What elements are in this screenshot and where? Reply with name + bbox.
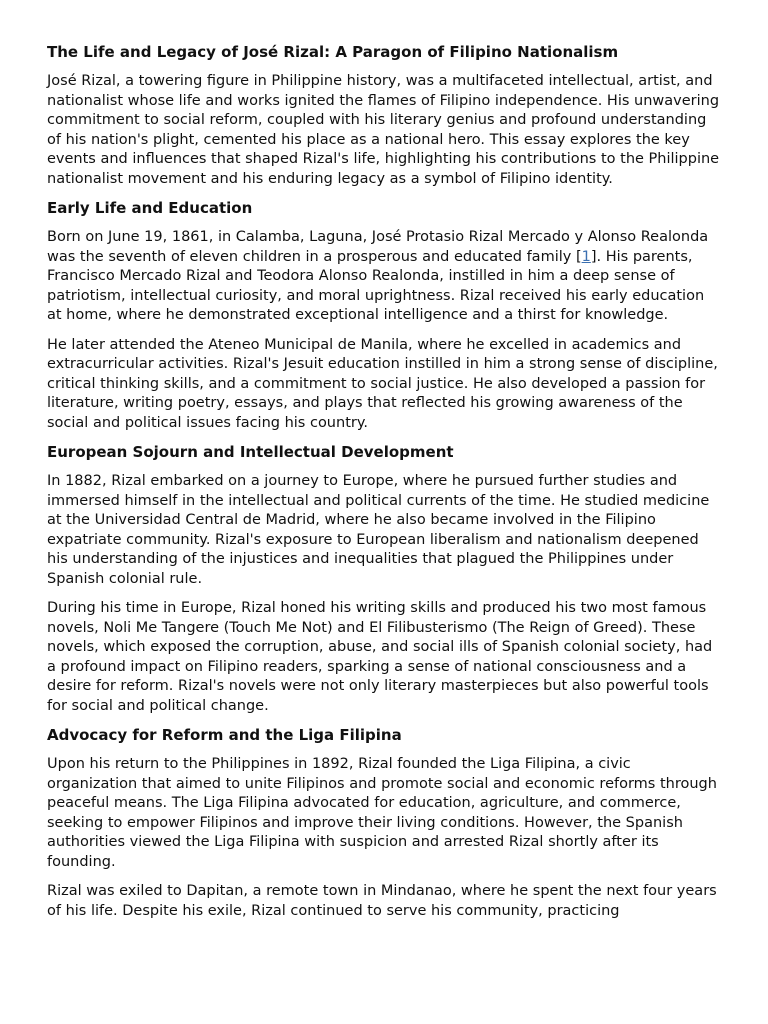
paragraph-text: ]. His parents, Francisco Mercado Rizal and Teodora Alonso Realonda, instilled in him a deep sense of patriotism, intellectual curiosity, and moral uprightness. Rizal received his early education at home, where he demonstrated exceptional intelligence and a thirst for knowledge.	[47, 248, 705, 323]
section-heading-advocacy: Advocacy for Reform and the Liga Filipina	[47, 726, 402, 744]
early-life-paragraph-2: He later attended the Ateneo Municipal de Manila, where he excelled in academics and extracurricular activities. Rizal's Jesuit education instilled in him a strong sense of discipline, critical thinking skills, and a commitment to social justice. He also developed a passion for literature, writing poetry, essays, and plays that reflected his growing awareness of the social and political issues facing his country.	[47, 336, 718, 431]
advocacy-paragraph-2: Rizal was exiled to Dapitan, a remote town in Mindanao, where he spent the next four years of his life. Despite his exile, Rizal continued to serve his community, practicing	[47, 883, 717, 919]
paragraph-text: Born on June 19, 1861, in Calamba, Laguna, José Protasio Rizal Mercado y Alonso Realonda was the seventh of eleven children in a prosperous and educated family [	[47, 229, 709, 265]
early-life-paragraph-1	[47, 228, 723, 326]
citation-link[interactable]: 1	[581, 248, 591, 265]
document-page	[47, 43, 723, 931]
section-heading-early-life: Early Life and Education	[47, 199, 253, 217]
intro-paragraph: José Rizal, a towering figure in Philippine history, was a multifaceted intellectual, artist, and nationalist whose life and works ignited the flames of Filipino independence. His unwavering commitment to social reform, coupled with his literary genius and profound understanding of his nation's plight, cemented his place as a national hero. This essay explores the key events and influences that shaped Rizal's life, highlighting his contributions to the Philippine nationalist movement and his enduring legacy as a symbol of Filipino identity.	[47, 73, 720, 187]
document-title: The Life and Legacy of José Rizal: A Paragon of Filipino Nationalism	[47, 43, 619, 61]
european-sojourn-paragraph-2: During his time in Europe, Rizal honed his writing skills and produced his two most famous novels, Noli Me Tangere (Touch Me Not) and El Filibusterismo (The Reign of Greed). These novels, which exposed the corruption, abuse, and social ills of Spanish colonial society, had a profound impact on Filipino readers, sparking a sense of national consciousness and a desire for reform. Rizal's novels were not only literary masterpieces but also powerful tools for social and political change.	[47, 600, 713, 714]
advocacy-paragraph-1: Upon his return to the Philippines in 1892, Rizal founded the Liga Filipina, a civic organization that aimed to unite Filipinos and promote social and economic reforms through peaceful means. The Liga Filipina advocated for education, agriculture, and commerce, seeking to empower Filipinos and improve their living conditions. However, the Spanish authorities viewed the Liga Filipina with suspicion and arrested Rizal shortly after its founding.	[47, 756, 717, 870]
european-sojourn-paragraph-1: In 1882, Rizal embarked on a journey to Europe, where he pursued further studies and immersed himself in the intellectual and political currents of the time. He studied medicine at the Universidad Central de Madrid, where he also became involved in the Filipino expatriate community. Rizal's exposure to European liberalism and nationalism deepened his understanding of the injustices and inequalities that plagued the Philippines under Spanish colonial rule.	[47, 473, 710, 587]
section-heading-european-sojourn: European Sojourn and Intellectual Development	[47, 443, 454, 461]
